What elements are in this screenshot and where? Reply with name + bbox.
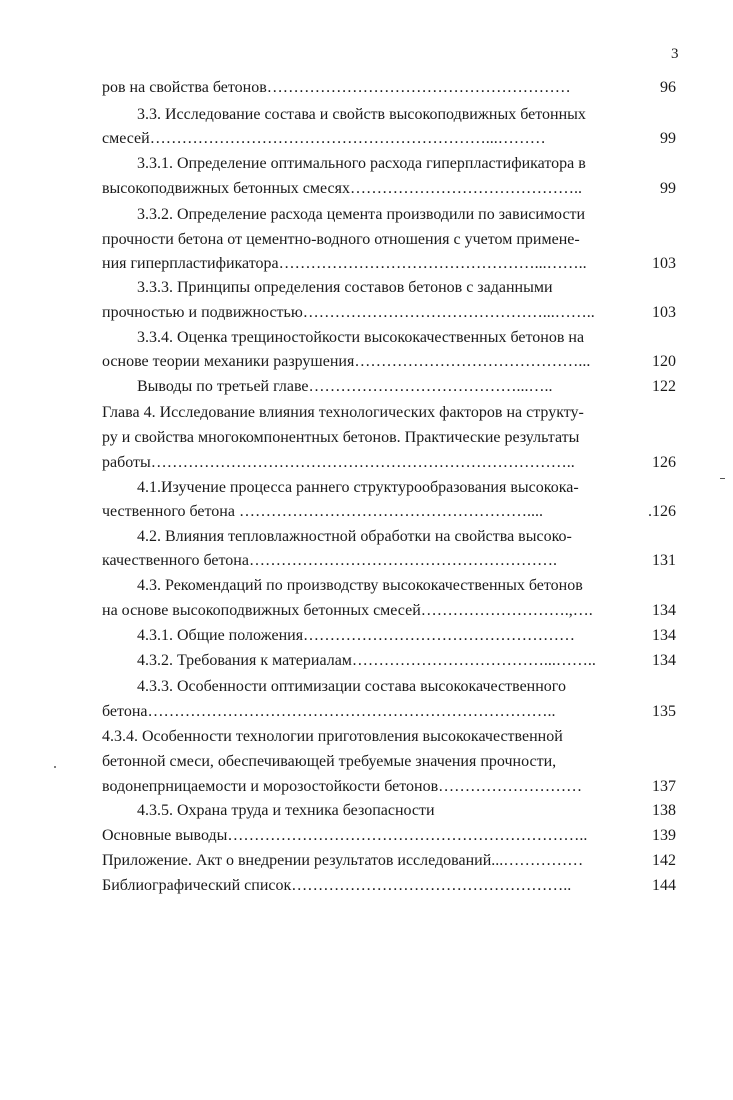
toc-text: бетонной смеси, обеспечивающей требуемые значения прочности, [102, 753, 557, 770]
toc-page: .126 [648, 503, 676, 520]
toc-text: работы…………………………………………………………………….. [102, 454, 575, 471]
toc-page: 134 [652, 652, 676, 669]
toc-text: бетона………………………………………………………………….. [102, 703, 556, 720]
toc-text: Выводы по третьей главе…………………………………...….. [137, 378, 553, 395]
toc-line [102, 77, 684, 99]
toc-line [102, 229, 684, 251]
toc-line [102, 351, 684, 373]
toc-page: 134 [652, 627, 676, 644]
toc-text: ров на свойства бетонов………………………………………………… [102, 79, 571, 96]
toc-page: 138 [652, 802, 676, 819]
toc-line [102, 402, 684, 424]
toc-page: 99 [660, 130, 676, 147]
toc-text: прочностью и подвижностью………………………………………...…….. [102, 304, 595, 321]
toc-page: 139 [652, 827, 676, 844]
toc-line [102, 751, 684, 773]
toc-page: 134 [652, 602, 676, 619]
toc-page: 103 [652, 304, 676, 321]
toc-line [102, 427, 684, 449]
toc-text: ния гиперпластификатора…………………………………………...…….. [102, 255, 587, 272]
scan-speck [54, 766, 56, 768]
toc-page: 126 [652, 454, 676, 471]
toc-text: Основные выводы………………………………………………………….. [102, 827, 588, 844]
toc-text: 4.3.3. Особенности оптимизации состава высококачественного [137, 678, 566, 695]
toc-line [137, 204, 719, 226]
toc-line [102, 701, 684, 723]
toc-page: 131 [652, 552, 676, 569]
toc-page: 135 [652, 703, 676, 720]
toc-text: 3.3.4. Оценка трещиностойкости высококачественных бетонов на [137, 329, 585, 346]
toc-text: 3.3.2. Определение расхода цемента производили по зависимости [137, 206, 586, 223]
toc-line [102, 825, 684, 847]
toc-line [102, 501, 684, 523]
toc-line [102, 452, 684, 474]
toc-line [102, 600, 684, 622]
toc-text: 4.1.Изучение процесса раннего структурообразования высокока- [137, 479, 579, 496]
toc-line [137, 277, 719, 299]
toc-text: 4.3.2. Требования к материалам………………………………...…….. [137, 652, 596, 669]
toc-page: 144 [652, 877, 676, 894]
toc-text: 4.3.1. Общие положения…………………………………………… [137, 627, 576, 644]
toc-line [102, 178, 684, 200]
scan-speck [720, 478, 725, 479]
page-number: 3 [671, 46, 679, 62]
toc-text: 3.3. Исследование состава и свойств высокоподвижных бетонных [137, 106, 586, 123]
toc-page: 103 [652, 255, 676, 272]
toc-page: 99 [660, 180, 676, 197]
toc-line [137, 526, 719, 548]
toc-text: Приложение. Акт о внедрении результатов исследований...…………… [102, 852, 584, 869]
toc-page: 137 [652, 778, 676, 795]
toc-line [137, 650, 719, 672]
toc-text: 4.3.4. Особенности технологии приготовления высококачественной [102, 728, 563, 745]
toc-line [137, 376, 719, 398]
toc-line [102, 875, 684, 897]
toc-line [102, 302, 684, 324]
toc-line [102, 128, 684, 150]
toc-line [102, 726, 684, 748]
toc-line [137, 575, 719, 597]
toc-line [102, 253, 684, 275]
toc-text: ру и свойства многокомпонентных бетонов. Практические результаты [102, 429, 580, 446]
toc-text: 4.2. Влияния тепловлажностной обработки на свойства высоко- [137, 528, 572, 545]
toc-line [137, 104, 719, 126]
toc-text: качественного бетона…………………………………………………. [102, 552, 557, 569]
toc-page: 120 [652, 353, 676, 370]
toc-text: водонепрницаемости и морозостойкости бетонов……………………… [102, 778, 583, 795]
toc-text: основе теории механики разрушения……………………………………... [102, 353, 591, 370]
toc-text: 3.3.3. Принципы определения составов бетонов с заданными [137, 279, 553, 296]
toc-line [137, 676, 719, 698]
toc-text: 4.3.5. Охрана труда и техника безопасности [137, 802, 435, 819]
toc-line [102, 550, 684, 572]
toc-page: 96 [660, 79, 676, 96]
toc-page: 142 [652, 852, 676, 869]
toc-line [137, 800, 719, 822]
toc-text: смесей………………………………………………………...……… [102, 130, 546, 147]
toc-line [137, 477, 719, 499]
toc-text: на основе высокоподвижных бетонных смесей……………………….,…. [102, 602, 593, 619]
toc-text: 3.3.1. Определение оптимального расхода гиперпластификатора в [137, 155, 586, 172]
toc-text: прочности бетона от цементно-водного отношения с учетом примене- [102, 231, 580, 248]
toc-text: 4.3. Рекомендаций по производству высококачественных бетонов [137, 577, 583, 594]
toc-text: Глава 4. Исследование влияния технологических факторов на структу- [102, 404, 584, 421]
toc-text: чественного бетона ……………………………………………….... [102, 503, 543, 520]
toc-line [137, 153, 719, 175]
toc-page: 122 [652, 378, 676, 395]
toc-line [102, 776, 684, 798]
toc-text: высокоподвижных бетонных смесях…………………………………….. [102, 180, 582, 197]
toc-line [137, 327, 719, 349]
toc-text: Библиографический список…………………………………………….. [102, 877, 572, 894]
toc-line [102, 850, 684, 872]
toc-line [137, 625, 719, 647]
